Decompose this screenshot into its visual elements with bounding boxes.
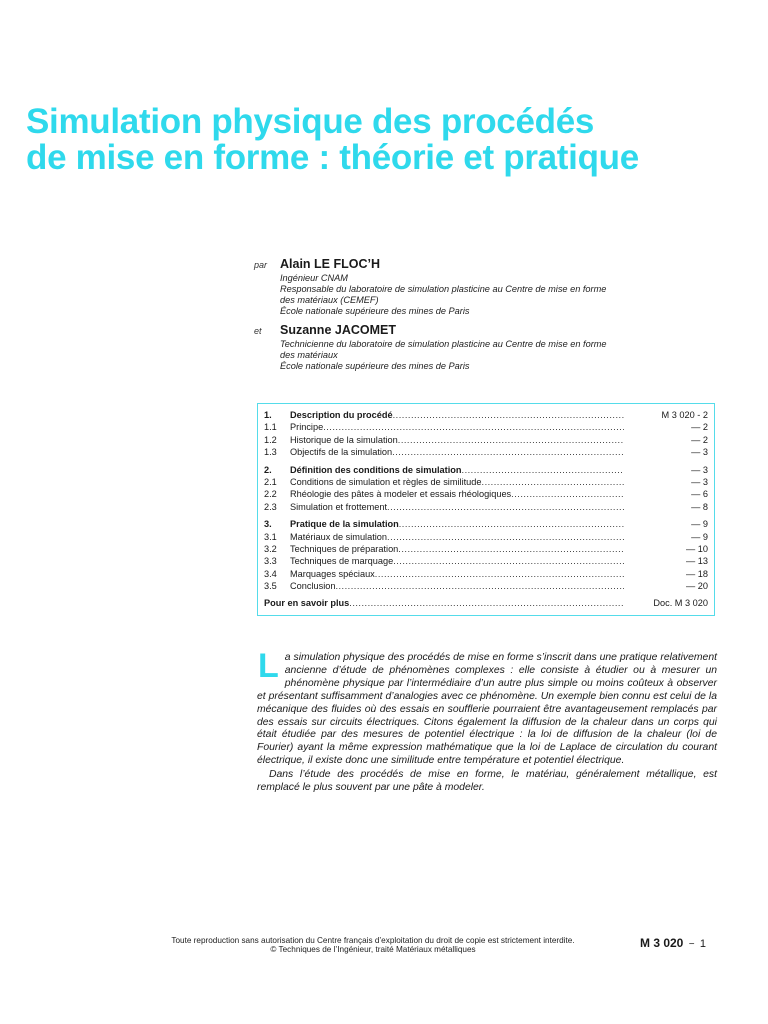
toc-entry[interactable]	[264, 464, 708, 476]
toc-leader	[482, 476, 624, 488]
toc-entry[interactable]	[264, 518, 708, 530]
footer-copyright	[128, 936, 618, 954]
author-affiliation-line: École nationale supérieure des mines de Paris	[280, 306, 470, 316]
footer-line-1: Toute reproduction sans autorisation du Centre français d’exploitation du droit de copie est strictement interdite.	[171, 936, 575, 945]
toc-page: — 3	[691, 464, 708, 475]
toc-label: Objectifs de la simulation	[290, 447, 393, 458]
table-of-contents	[257, 403, 715, 616]
toc-label: Matériaux de simulation	[290, 531, 388, 542]
toc-leader	[349, 597, 624, 609]
author-prefix: par	[254, 260, 268, 270]
toc-number: 3.2	[264, 543, 277, 554]
author-1	[254, 257, 694, 317]
author-affiliation-line: des matériaux (CEMEF)	[280, 295, 379, 305]
author-affiliation-line: Technicienne du laboratoire de simulation plasticine au Centre de mise en forme	[280, 339, 607, 349]
toc-number: 1.3	[264, 447, 277, 458]
author-prefix: et	[254, 326, 262, 336]
toc-label: Pour en savoir plus	[264, 598, 350, 609]
author-affiliation-line: Responsable du laboratoire de simulation plasticine au Centre de mise en forme	[280, 284, 607, 294]
toc-leader	[462, 464, 624, 476]
author-affiliation-line: des matériaux	[280, 350, 338, 360]
toc-label: Définition des conditions de simulation	[290, 464, 462, 475]
toc-entry[interactable]	[264, 531, 708, 543]
toc-page: — 2	[691, 434, 708, 445]
toc-section-1	[264, 409, 708, 459]
document-code: M 3 020	[640, 936, 684, 950]
toc-entry[interactable]	[264, 568, 708, 580]
toc-number: 3.1	[264, 531, 277, 542]
toc-leader	[393, 555, 624, 567]
toc-label: Description du procédé	[290, 410, 393, 420]
page-separator: −	[688, 939, 695, 950]
toc-entry[interactable]	[264, 580, 708, 592]
toc-page: — 9	[691, 531, 708, 542]
toc-number: 2.1	[264, 476, 277, 487]
toc-leader	[387, 501, 624, 513]
toc-label: Conditions de simulation et règles de similitude	[290, 476, 482, 487]
toc-label: Rhéologie des pâtes à modeler et essais rhéologiques	[290, 489, 512, 500]
toc-label: Principe	[290, 422, 324, 433]
toc-leader	[398, 434, 624, 446]
toc-label: Techniques de marquage	[290, 556, 394, 567]
intro-paragraph-1	[257, 647, 717, 768]
authors-block	[254, 257, 694, 378]
toc-page: — 2	[691, 422, 708, 433]
toc-leader	[375, 568, 624, 580]
toc-entry[interactable]	[264, 543, 708, 555]
toc-label: Pratique de la simulation	[290, 519, 399, 530]
toc-entry[interactable]	[264, 555, 708, 567]
author-name: Alain LE FLOC’H	[280, 257, 380, 271]
toc-leader	[511, 488, 624, 500]
document-title	[26, 104, 746, 176]
toc-label: Historique de la simulation	[290, 434, 398, 445]
toc-page: — 13	[686, 556, 708, 567]
toc-number: 1.	[264, 410, 272, 420]
toc-label: Simulation et frottement	[290, 501, 388, 512]
toc-entry[interactable]	[264, 446, 708, 458]
author-2	[254, 323, 694, 372]
toc-page: — 20	[686, 581, 708, 592]
toc-number: 1.1	[264, 422, 277, 433]
introduction-text	[257, 647, 717, 795]
toc-leader	[399, 518, 624, 530]
toc-number: 3.4	[264, 568, 277, 579]
toc-page: — 9	[691, 519, 708, 530]
intro-paragraph-2: Dans l’étude des procédés de mise en forme, le matériau, généralement métallique, est remplacé le plus souvent par une pâte à modeler.	[257, 769, 717, 794]
toc-label: Techniques de préparation	[290, 543, 399, 554]
page-code	[640, 936, 706, 950]
toc-page: — 3	[691, 447, 708, 458]
drop-cap: L	[258, 647, 279, 685]
toc-number: 3.	[264, 519, 272, 530]
toc-page: — 8	[691, 501, 708, 512]
toc-entry[interactable]	[264, 476, 708, 488]
footer-line-2: © Techniques de l’Ingénieur, traité Matériaux métalliques	[270, 945, 476, 954]
toc-leader	[398, 543, 624, 555]
toc-section-3	[264, 518, 708, 592]
author-affiliation-line: Ingénieur CNAM	[280, 273, 348, 283]
intro-paragraph-1-text: a simulation physique des procédés de mise en forme s’inscrit dans une pratique relativement ancienne d’étude de phénomènes complexes : elle consiste à étudier ou à mesurer un phénomène physique par l’intermédiaire d’un autre plus simple ou moins coûteux à observer et présentant suffisamment d’analogies avec ce phénomène. Un exemple bien connu est celui de la mécanique des fluides où des essais en soufflerie pourraient être avantageusement remplacés par des essais sur circuits électriques. Citons également la diffusion de la chaleur dans un corps qui était étudiée par des mesures de potentiel électrique : la loi de diffusion de la chaleur (loi de Fourier) ayant la même expression mathématique que la loi de Laplace de circulation du courant électrique, il existe donc une similitude entre température et potentiel électrique.	[257, 652, 717, 767]
toc-page: — 10	[686, 543, 708, 554]
toc-label: Conclusion	[290, 581, 336, 592]
toc-leader	[392, 446, 624, 458]
toc-number: 2.2	[264, 489, 277, 500]
title-line-2: de mise en forme : théorie et pratique	[26, 138, 639, 177]
toc-entry[interactable]	[264, 434, 708, 446]
toc-leader	[335, 580, 624, 592]
toc-leader	[393, 409, 624, 421]
toc-entry[interactable]	[264, 488, 708, 500]
toc-further-reading[interactable]	[264, 597, 708, 609]
toc-leader	[323, 421, 624, 433]
toc-number: 3.3	[264, 556, 277, 567]
toc-entry[interactable]	[264, 421, 708, 433]
toc-label: Marquages spéciaux	[290, 568, 375, 579]
toc-page: — 3	[691, 476, 708, 487]
toc-number: 2.3	[264, 501, 277, 512]
toc-number: 1.2	[264, 434, 277, 445]
toc-page: M 3 020 - 2	[661, 410, 708, 420]
toc-page: Doc. M 3 020	[653, 598, 708, 609]
toc-section-2	[264, 464, 708, 514]
toc-number: 3.5	[264, 581, 277, 592]
toc-page: — 6	[691, 489, 708, 500]
toc-leader	[387, 531, 624, 543]
toc-entry[interactable]	[264, 409, 708, 421]
toc-page: — 18	[686, 568, 708, 579]
toc-number: 2.	[264, 464, 272, 475]
author-affiliation-line: École nationale supérieure des mines de Paris	[280, 361, 470, 371]
title-line-1: Simulation physique des procédés	[26, 102, 595, 141]
toc-entry[interactable]	[264, 501, 708, 513]
author-name: Suzanne JACOMET	[280, 323, 396, 337]
page-number: 1	[699, 938, 707, 950]
